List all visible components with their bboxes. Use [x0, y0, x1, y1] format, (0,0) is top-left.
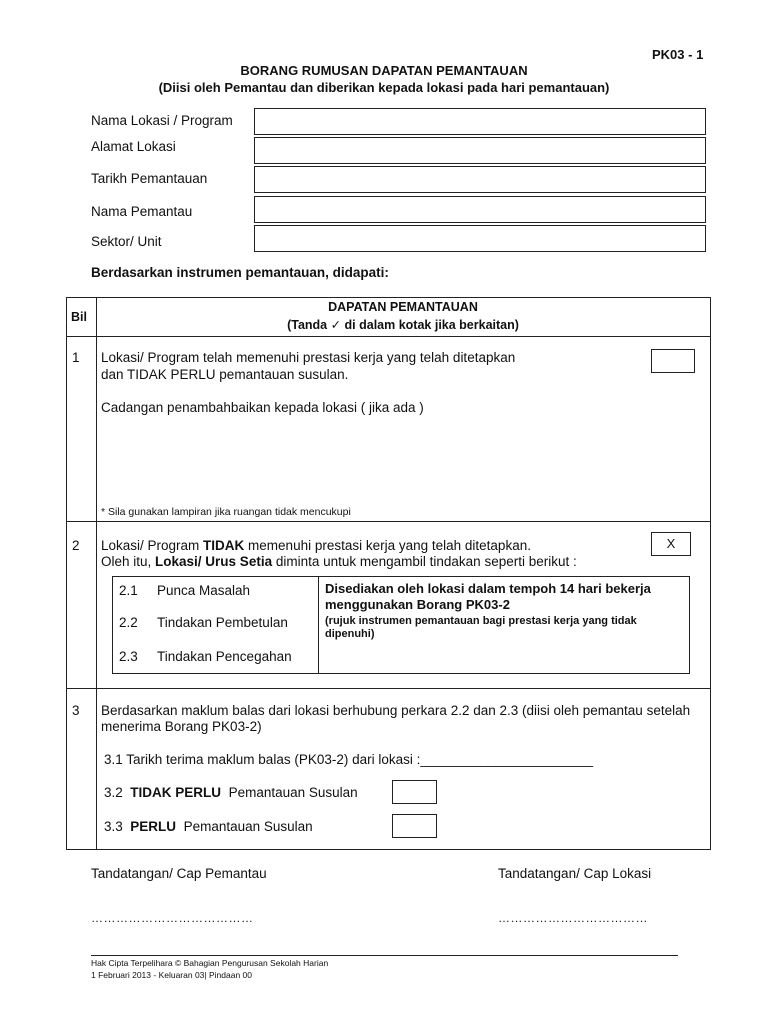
form-code: PK03 - 1 [652, 47, 704, 62]
row3-sub-3-1: 3.1 Tarikh terima maklum balas (PK03-2) dari lokasi :_______________________ [104, 752, 594, 767]
row2-checkbox[interactable]: X [651, 532, 691, 556]
row2-number: 2 [72, 538, 80, 553]
row3-checkbox-perlu[interactable] [392, 814, 437, 838]
field-input-alamat-lokasi[interactable] [254, 137, 706, 164]
row1-suggestion-label: Cadangan penambahbaikan kepada lokasi ( jika ada ) [101, 400, 424, 415]
field-label-nama-lokasi: Nama Lokasi / Program [91, 113, 233, 128]
column-header-title: DAPATAN PEMANTAUAN [328, 300, 478, 314]
signature-line-lokasi[interactable]: ……………………………… [498, 911, 648, 925]
action-item-number: 2.2 [119, 615, 138, 630]
findings-table [66, 297, 711, 850]
row2-action-box [112, 576, 690, 674]
form-title: BORANG RUMUSAN DAPATAN PEMANTAUAN [240, 63, 528, 78]
action-item-punca-masalah: Punca Masalah [157, 583, 251, 598]
row3-number: 3 [72, 703, 80, 718]
row3-sub-3-2: 3.2 TIDAK PERLU Pemantauan Susulan [104, 785, 358, 800]
action-item-tindakan-pencegahan: Tindakan Pencegahan [157, 649, 292, 664]
column-header-bil: Bil [71, 310, 87, 324]
row-divider [67, 688, 710, 689]
field-label-nama-pemantau: Nama Pemantau [91, 204, 193, 219]
field-label-tarikh-pemantauan: Tarikh Pemantauan [91, 171, 208, 186]
action-item-number: 2.1 [119, 583, 138, 598]
row1-statement-line1: Lokasi/ Program telah memenuhi prestasi kerja yang telah ditetapkan [101, 350, 516, 365]
field-input-tarikh-pemantauan[interactable] [254, 166, 706, 193]
row1-checkbox[interactable] [651, 349, 695, 373]
intro-text: Berdasarkan instrumen pemantauan, didapati: [91, 265, 389, 280]
action-box-instruction: Disediakan oleh lokasi dalam tempoh 14 hari bekerja menggunakan Borang PK03-2 [325, 581, 651, 612]
row3-sub-3-3: 3.3 PERLU Pemantauan Susulan [104, 819, 313, 834]
field-input-nama-lokasi[interactable] [254, 108, 706, 135]
field-input-sektor-unit[interactable] [254, 225, 706, 252]
row1-number: 1 [72, 350, 80, 365]
field-label-sektor-unit: Sektor/ Unit [91, 234, 162, 249]
footer-divider [91, 955, 678, 956]
form-subtitle: (Diisi oleh Pemantau dan diberikan kepada lokasi pada hari pemantauan) [158, 80, 610, 95]
row3-statement-line2: menerima Borang PK03-2) [101, 719, 262, 734]
footer-copyright: Hak Cipta Terpelihara © Bahagian Pengurusan Sekolah Harian [91, 958, 329, 968]
field-input-nama-pemantau[interactable] [254, 196, 706, 223]
row-divider [67, 336, 710, 337]
footer-version: 1 Februari 2013 - Keluaran 03| Pindaan 00 [91, 970, 252, 980]
field-label-alamat-lokasi: Alamat Lokasi [91, 139, 176, 154]
row-divider [67, 521, 710, 522]
column-divider [96, 298, 97, 849]
row2-statement-line2: Oleh itu, Lokasi/ Urus Setia diminta untuk mengambil tindakan seperti berikut : [101, 554, 577, 569]
row3-checkbox-tidak-perlu[interactable] [392, 780, 437, 804]
action-item-number: 2.3 [119, 649, 138, 664]
action-box-note: (rujuk instrumen pemantauan bagi prestasi kerja yang tidak dipenuhi) [325, 615, 637, 640]
action-item-tindakan-pembetulan: Tindakan Pembetulan [157, 615, 288, 630]
signature-label-pemantau: Tandatangan/ Cap Pemantau [91, 866, 267, 881]
row1-statement-line2: dan TIDAK PERLU pemantauan susulan. [101, 367, 349, 382]
row1-note: * Sila gunakan lampiran jika ruangan tidak mencukupi [101, 506, 351, 518]
column-header-instruction: (Tanda ✓ di dalam kotak jika berkaitan) [287, 318, 519, 332]
row3-statement-line1: Berdasarkan maklum balas dari lokasi berhubung perkara 2.2 dan 2.3 (diisi oleh pemantau setelah [101, 703, 691, 718]
signature-line-pemantau[interactable]: ………………………………… [91, 911, 254, 925]
signature-label-lokasi: Tandatangan/ Cap Lokasi [498, 866, 652, 881]
row2-statement-line1: Lokasi/ Program TIDAK memenuhi prestasi kerja yang telah ditetapkan. [101, 538, 531, 553]
action-box-divider [318, 577, 319, 673]
